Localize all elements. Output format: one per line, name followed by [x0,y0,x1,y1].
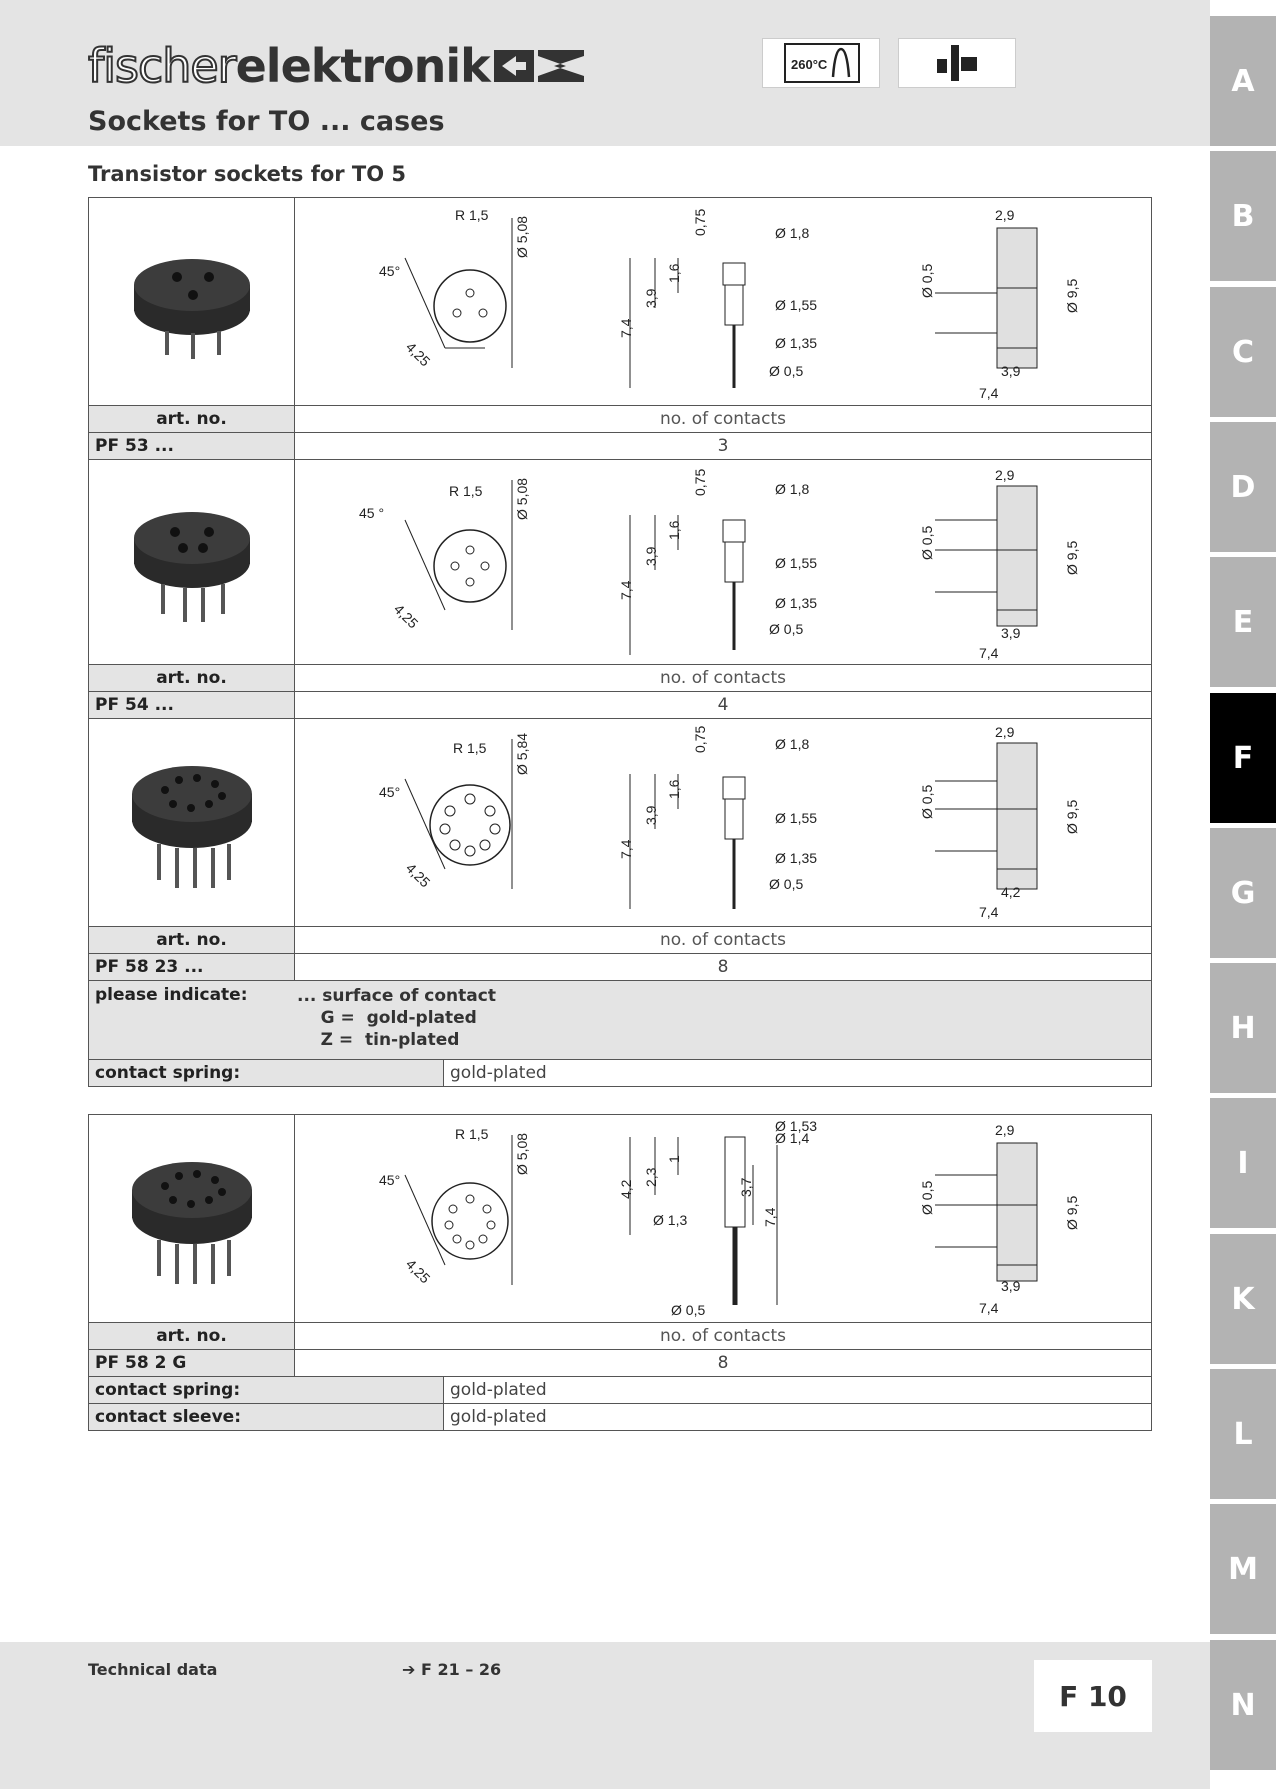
tab-d[interactable]: D [1210,422,1276,552]
dim-radius: R 1,5 [449,483,483,499]
dim-d3: Ø 1,35 [775,595,818,611]
tab-b[interactable]: B [1210,151,1276,281]
dim-diameter: Ø 5,08 [514,477,530,520]
tab-n[interactable]: N [1210,1640,1276,1770]
dim-length: 7,4 [618,318,634,338]
table-header-row [89,927,1151,954]
art-no-value: PF 54 ... [89,692,295,718]
please-indicate-row [89,981,1151,1060]
dimension-drawings [295,198,1151,405]
spec-table-pf5822g [88,1114,1152,1431]
dim-width: 2,9 [995,467,1015,483]
surface-option-heading: ... surface of contact [297,986,496,1006]
table-header-row [89,1323,1151,1350]
dim-height: Ø 9,5 [1064,540,1080,575]
contacts-header: no. of contacts [660,409,786,429]
dim-d1: Ø 1,8 [775,481,810,497]
technical-data-link[interactable]: ➔ F 21 – 26 [402,1660,502,1679]
tab-m[interactable]: M [1210,1504,1276,1634]
dim-s1: 4,2 [1001,884,1021,900]
tab-k[interactable]: K [1210,1234,1276,1364]
contacts-header: no. of contacts [660,1326,786,1346]
technical-data-label: Technical data [88,1660,218,1679]
chapter-tabs [1210,0,1276,1789]
socket-photo [89,1115,295,1322]
dim-length: 4,2 [618,1179,634,1199]
dim-d2: Ø 1,55 [775,810,818,826]
dim-pin: Ø 0,5 [919,263,935,298]
dimension-drawings [295,1115,1151,1322]
dim-d4: Ø 0,5 [769,876,804,892]
dim-diameter: Ø 5,08 [514,1132,530,1175]
dim-s1: 3,9 [1001,363,1021,379]
dim-s2: 7,4 [979,1300,999,1316]
dim-d4: Ø 0,5 [769,621,804,637]
dim-height: Ø 9,5 [1064,799,1080,834]
dim-d3: Ø 1,35 [775,335,818,351]
art-no-header: art. no. [89,1323,295,1349]
dim-a: 1,6 [666,779,682,799]
dim-pin: Ø 0,5 [919,525,935,560]
socket-photo [89,460,295,664]
art-no-value: PF 58 23 ... [89,954,295,980]
dim-angle: 45 ° [359,505,385,521]
temperature-label: 260°C [791,57,828,72]
spec-table-to5 [88,197,1152,1087]
dim-s2: 7,4 [979,645,999,661]
dim-radius: R 1,5 [455,1126,489,1142]
dim-d3: 7,4 [762,1207,778,1227]
dim-s2: 7,4 [979,385,999,401]
dim-a: 1,6 [666,520,682,540]
surface-option-tin: Z = tin-plated [297,1030,460,1050]
dim-angle: 45° [379,263,401,279]
art-no-value: PF 58 2 G [89,1350,295,1376]
dim-height: Ø 9,5 [1064,1195,1080,1230]
table-row [89,954,1151,981]
surface-options [295,981,496,1059]
tab-h[interactable]: H [1210,963,1276,1093]
dim-top: Ø 1,53 [775,1118,818,1134]
dimension-drawings [295,719,1151,926]
solder-temperature-badge [762,38,880,88]
dim-top: 0,75 [692,208,708,236]
surface-option-gold: G = gold-plated [297,1008,477,1028]
tab-g[interactable]: G [1210,828,1276,958]
dim-top: 0,75 [692,725,708,753]
dim-d2: Ø 1,55 [775,555,818,571]
dim-d2: 3,7 [738,1177,754,1197]
dim-pitch: 4,25 [390,600,422,632]
contact-sleeve-label: contact sleeve: [89,1404,444,1430]
art-no-header: art. no. [89,665,295,691]
contact-sleeve-row [89,1404,1151,1430]
logo-light-text: fischer [88,39,236,93]
dim-d3: Ø 1,35 [775,850,818,866]
product-drawing-row [89,198,1151,406]
dim-d1: Ø 1,3 [653,1212,688,1228]
dim-radius: R 1,5 [455,207,489,223]
dim-pitch: 4,25 [402,859,434,891]
please-indicate-label: please indicate: [89,981,295,1059]
dimension-drawings [295,460,1151,664]
dim-pitch: 4,25 [402,1255,434,1287]
page-title: Sockets for TO ... cases [88,106,445,137]
dim-b: 3,9 [643,288,659,308]
contact-spring-row [89,1377,1151,1404]
contacts-value: 3 [717,436,729,456]
table-header-row [89,406,1151,433]
dim-b: 3,9 [643,546,659,566]
dim-radius: R 1,5 [453,740,487,756]
contact-spring-value: gold-plated [450,1380,547,1400]
dim-d4: Ø 0,5 [671,1302,706,1318]
dim-d4: Ø 0,5 [769,363,804,379]
dim-top: 0,75 [692,468,708,496]
product-drawing-row [89,719,1151,927]
dim-b: 2,3 [643,1167,659,1187]
table-row [89,433,1151,460]
dim-pin: Ø 0,5 [919,784,935,819]
tab-l[interactable]: L [1210,1369,1276,1499]
page-number: F 10 [1034,1660,1152,1732]
contact-spring-value: gold-plated [450,1063,547,1083]
dim-diameter: Ø 5,84 [514,732,530,775]
contact-spring-label: contact spring: [89,1060,444,1086]
dim-d1: Ø 1,8 [775,736,810,752]
tab-f[interactable]: F [1210,693,1276,823]
contact-sleeve-value: gold-plated [450,1407,547,1427]
dim-length: 7,4 [618,580,634,600]
art-no-header: art. no. [89,927,295,953]
dim-s2: 7,4 [979,904,999,920]
section-title: Transistor sockets for TO 5 [88,162,407,186]
contacts-header: no. of contacts [660,930,786,950]
dim-width: 2,9 [995,1122,1015,1138]
dim-diameter: Ø 5,08 [514,215,530,258]
contacts-header: no. of contacts [660,668,786,688]
dim-b: 3,9 [643,805,659,825]
table-row [89,1350,1151,1377]
dim-d1: Ø 1,8 [775,225,810,241]
product-drawing-row [89,460,1151,665]
art-no-value: PF 53 ... [89,433,295,459]
tab-e[interactable]: E [1210,557,1276,687]
tab-c[interactable]: C [1210,287,1276,417]
contact-spring-label: contact spring: [89,1377,444,1403]
dim-a: 1,6 [666,263,682,283]
dim-pin: Ø 0,5 [919,1180,935,1215]
dim-width: 2,9 [995,207,1015,223]
dim-width: 2,9 [995,724,1015,740]
tab-a[interactable]: A [1210,16,1276,146]
dim-d2: Ø 1,55 [775,297,818,313]
mounting-icon [898,38,1016,88]
contacts-value: 4 [717,695,729,715]
tab-i[interactable]: I [1210,1098,1276,1228]
table-header-row [89,665,1151,692]
socket-photo [89,719,295,926]
contact-spring-row [89,1060,1151,1086]
dim-a: Ø 1,4 [775,1130,810,1146]
dim-pitch: 4,25 [402,338,434,370]
logo-bold-text: elektronik [235,39,490,93]
dim-angle: 45° [379,784,401,800]
dim-s1: 3,9 [1001,625,1021,641]
dim-angle: 45° [379,1172,401,1188]
dim-c: 1 [666,1155,682,1163]
logo-arrow-icon [494,44,584,88]
contacts-value: 8 [717,957,729,977]
table-row [89,692,1151,719]
brand-logo [88,38,584,94]
dim-s1: 3,9 [1001,1278,1021,1294]
dim-height: Ø 9,5 [1064,278,1080,313]
product-drawing-row [89,1115,1151,1323]
socket-photo [89,198,295,405]
art-no-header: art. no. [89,406,295,432]
dim-length: 7,4 [618,839,634,859]
contacts-value: 8 [717,1353,729,1373]
